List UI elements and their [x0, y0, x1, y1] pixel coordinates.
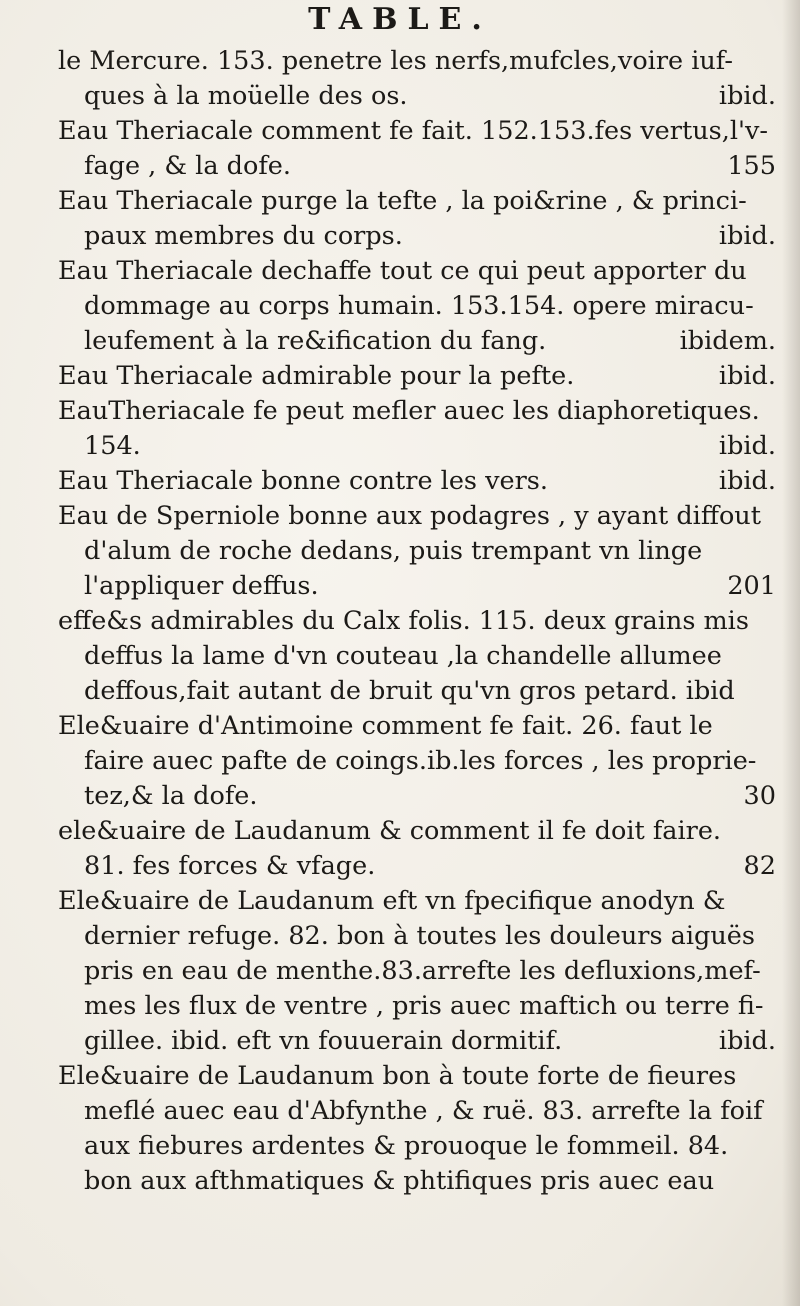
entry-text: Eau Theriacale comment fe fait. 152.153.fes vertus,l'v- [58, 116, 769, 146]
entry-continuation-line [58, 289, 798, 324]
entry-text: deffus la lame d'vn couteau ,la chandelle allumee [84, 641, 722, 671]
index-entry [58, 1059, 798, 1199]
entry-heading-line [58, 254, 798, 289]
entry-heading-line [58, 184, 798, 219]
entry-heading-line [58, 464, 798, 499]
index-entry [58, 709, 798, 814]
page-reference: ibid. [718, 466, 776, 496]
entry-text: deffous,fait autant de bruit qu'vn gros petard. ibid [84, 676, 735, 706]
page-reference: ibid. [718, 81, 776, 111]
entry-text: fage , & la dofe. [84, 151, 291, 181]
entry-text: paux membres du corps. [84, 221, 403, 251]
page-reference: ibid. [718, 221, 776, 251]
page-reference: 82 [743, 851, 776, 881]
entry-text: faire auec pafte de coings.ib.les forces , les proprie- [84, 746, 757, 776]
entry-continuation-line [58, 954, 798, 989]
entry-heading-line [58, 394, 798, 429]
entry-continuation-line [58, 149, 798, 184]
entry-text: Eau Theriacale bonne contre les vers. [58, 466, 548, 496]
index-entry [58, 499, 798, 604]
entry-continuation-line [58, 744, 798, 779]
entry-text: dernier refuge. 82. bon à toutes les douleurs aiguës [84, 921, 755, 951]
entry-text: leufement à la re&ification du fang. [84, 326, 547, 356]
page-reference: ibidem. [679, 326, 776, 356]
entry-heading-line [58, 709, 798, 744]
entry-text: le Mercure. 153. penetre les nerfs,mufcles,voire iuf- [58, 46, 733, 76]
page-reference: 155 [727, 151, 776, 181]
entry-continuation-line [58, 1024, 798, 1059]
index-entry [58, 44, 798, 114]
index-entry [58, 359, 798, 394]
entry-continuation-line [58, 989, 798, 1024]
entry-heading-line [58, 359, 798, 394]
index-entry [58, 464, 798, 499]
entry-text: EauTheriacale fe peut mefler auec les diaphoretiques. [58, 396, 760, 426]
entry-text: Eau Theriacale dechaffe tout ce qui peut apporter du [58, 256, 747, 286]
entry-continuation-line [58, 569, 798, 604]
index-entry [58, 114, 798, 184]
entry-heading-line [58, 499, 798, 534]
entry-text: effe&s admirables du Calx folis. 115. deux grains mis [58, 606, 749, 636]
entry-heading-line [58, 44, 798, 79]
index-entry [58, 254, 798, 359]
index-entry [58, 604, 798, 709]
page-reference: ibid. [718, 1026, 776, 1056]
entry-text: mes les flux de ventre , pris auec maftich ou terre fi- [84, 991, 764, 1021]
entry-text: Eau de Sperniole bonne aux podagres , y ayant diffout [58, 501, 761, 531]
entry-text: meflé auec eau d'Abfynthe , & ruë. 83. arrefte la foif [84, 1096, 763, 1126]
running-head: TABLE. [308, 2, 492, 37]
entry-heading-line [58, 114, 798, 149]
entry-text: ques à la moüelle des os. [84, 81, 408, 111]
entry-text: tez,& la dofe. [84, 781, 258, 811]
entry-continuation-line [58, 79, 798, 114]
entry-continuation-line [58, 1094, 798, 1129]
page-reference: ibid. [718, 361, 776, 391]
entry-heading-line [58, 814, 798, 849]
entry-text: 81. fes forces & vfage. [84, 851, 376, 881]
entry-text: bon aux afthmatiques & phtifiques pris auec eau [84, 1166, 715, 1196]
entry-continuation-line [58, 919, 798, 954]
index-entry [58, 394, 798, 464]
entry-text: pris en eau de menthe.83.arrefte les defluxions,mef- [84, 956, 761, 986]
entry-text: Eau Theriacale purge la tefte , la poi&rine , & princi- [58, 186, 747, 216]
page-reference: 201 [727, 571, 776, 601]
index-entry [58, 184, 798, 254]
entry-continuation-line [58, 324, 798, 359]
entry-text: Ele&uaire de Laudanum bon à toute forte de fieures [58, 1061, 737, 1091]
entry-continuation-line [58, 1129, 798, 1164]
entry-heading-line [58, 604, 798, 639]
entry-continuation-line [58, 779, 798, 814]
index-entry [58, 814, 798, 884]
entry-continuation-line [58, 534, 798, 569]
page-reference: 30 [743, 781, 776, 811]
entry-continuation-line [58, 639, 798, 674]
entry-continuation-line [58, 849, 798, 884]
entry-continuation-line [58, 674, 798, 709]
entry-text: dommage au corps humain. 153.154. opere miracu- [84, 291, 754, 321]
entry-text: Ele&uaire d'Antimoine comment fe fait. 26. faut le [58, 711, 713, 741]
entry-text: gillee. ibid. eft vn fouuerain dormitif. [84, 1026, 563, 1056]
index-entry [58, 884, 798, 1059]
entry-heading-line [58, 1059, 798, 1094]
entry-text: d'alum de roche dedans, puis trempant vn linge [84, 536, 703, 566]
entry-continuation-line [58, 1164, 798, 1199]
entry-text: l'appliquer deffus. [84, 571, 319, 601]
entry-text: 154. [84, 431, 141, 461]
entry-continuation-line [58, 429, 798, 464]
entry-text: Eau Theriacale admirable pour la pefte. [58, 361, 575, 391]
entry-text: aux fiebures ardentes & prouoque le fommeil. 84. [84, 1131, 729, 1161]
entry-heading-line [58, 884, 798, 919]
page-reference: ibid. [718, 431, 776, 461]
index-entries [58, 44, 798, 1199]
entry-continuation-line [58, 219, 798, 254]
entry-text: Ele&uaire de Laudanum eft vn fpecifique anodyn & [58, 886, 726, 916]
entry-text: ele&uaire de Laudanum & comment il fe doit faire. [58, 816, 722, 846]
